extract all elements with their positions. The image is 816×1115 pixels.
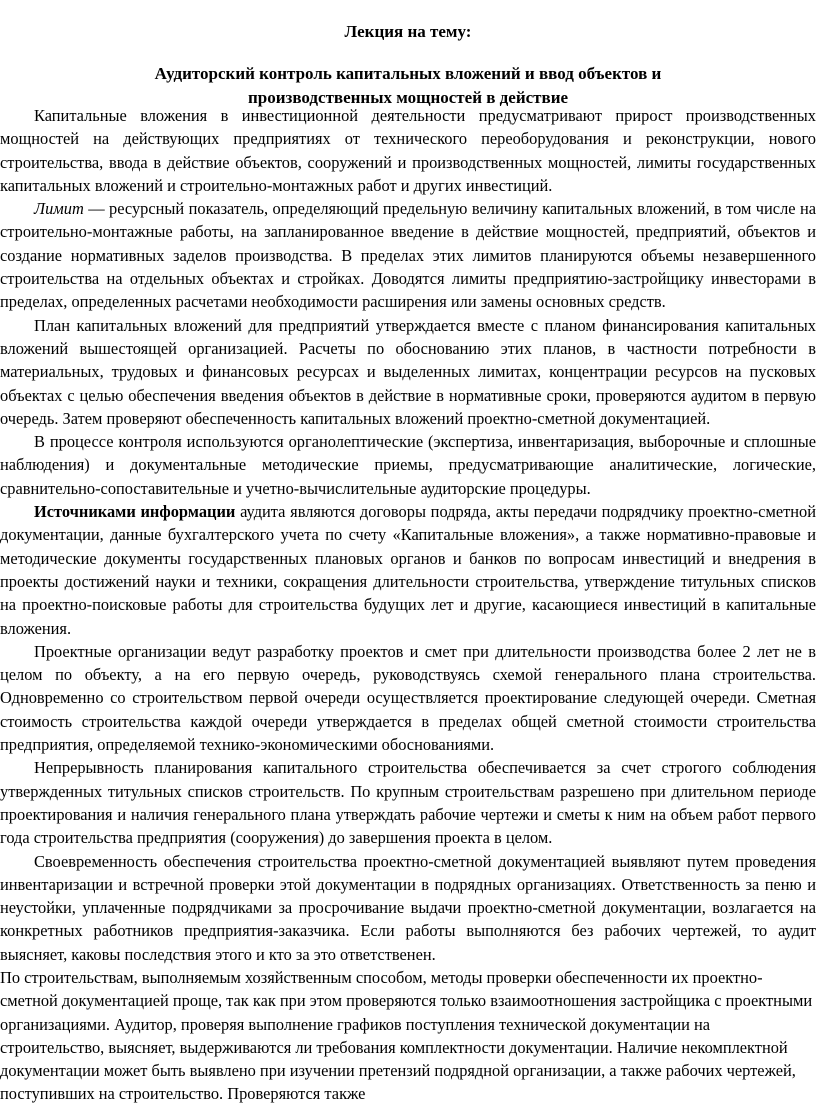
paragraph-9: По строительствам, выполняемым хозяйственным способом, методы проверки обеспеченности их проектно-сметной документацией проще, так как при этом проверяются только взаимоотношения застройщика с проектными организациями. Аудитор, проверяя выполнение графиков поступления технической документации на строительство, выясняет, выдерживаются ли требования комплектности документации. Наличие некомплектной документации может быть выявлено при изучении претензий подрядной организации, а также рабочих чертежей, поступивших на строительство. Проверяются также <box>0 967 813 1104</box>
paragraph-4: В процессе контроля используются органолептические (экспертиза, инвентаризация, выборочные и сплошные наблюдения) и документальные методические приемы, предусматривающие аналитические, логические, сравнительно-сопоставительные и учетно-вычислительные аудиторские процедуры. <box>0 432 816 498</box>
lecture-title: Аудиторский контроль капитальных вложений и ввод объектов и производственных мощностей в действие <box>154 64 662 107</box>
paragraph-3: План капитальных вложений для предприятий утверждается вместе с планом финансирования капитальных вложений вышестоящей организацией. Расчеты по обоснованию этих планов, в частности потребности в материальных, трудовых и финансовых ресурсах и выделенных лимитах, концентрации ресурсов на пусковых объектах с целью обеспечения введения объектов в действие в нормативные сроки, проверяются аудитом в первую очередь. Затем проверяют обеспеченность капитальных вложений проектно-сметной документацией. <box>0 315 816 428</box>
paragraph-2 <box>0 197 816 313</box>
paragraph-6: Проектные организации ведут разработку проектов и смет при длительности производства более 2 лет не в целом по объекту, а на его первую очередь, руководствуясь схемой генерального плана строительства. Одновременно со строительством первой очереди осуществляется проектирование следующей очереди. Сметная стоимость строительства каждой очереди утверждается в пределах общей сметной стоимости строительства предприятия, определяемой технико-экономическими обоснованиями. <box>0 641 816 755</box>
paragraph-8: Своевременность обеспечения строительства проектно-сметной документацией выявляют путем проведения инвентаризации и встречной проверки этой документации в подрядных организациях. Ответственность за пеню и неустойки, уплаченные подрядчиками за просрочивание выдачи проектно-сметной документации, возлагается на конкретных работников предприятия-заказчика. Если работы выполняются без рабочих чертежей, то аудит выясняет, каковы последствия этого и кто за это ответственен. <box>0 851 816 964</box>
paragraph-7: Непрерывность планирования капитального строительства обеспечивается за счет строгого соблюдения утвержденных титульных списков строительств. По крупным строительствам разрешено при длительном периоде проектирования и наличия генерального плана утверждать рабочие чертежи и сметы к ним на объем работ первого года строительства предприятия (сооружения) до завершения проекта в целом. <box>0 758 816 848</box>
term-sources: Источниками информации <box>34 502 236 522</box>
lecture-heading: Лекция на тему: <box>344 22 472 41</box>
document-body <box>0 104 816 1106</box>
paragraph-1: Капитальные вложения в инвестиционной деятельности предусматривают прирост производственных мощностей на действующих предприятиях от технического переоборудования и реконструкции, нового строительства, ввода в действие объектов, сооружений и производственных мощностей, лимиты государственных капитальных вложений и строительно-монтажных работ и других инвестиций. <box>0 106 816 195</box>
paragraph-5 <box>0 500 816 640</box>
paragraph-2-text: — ресурсный показатель, определяющий предельную величину капитальных вложений, в том числе на строительно-монтажные работы, на запланированное введение в действие мощностей, предприятий, объектов и создание нормативных заделов производства. В пределах этих лимитов планируются объемы незавершенного строительства на отдельных объектах и стройках. Доводятся лимиты предприятию-застройщику инвесторами в пределах, определенных расчетами необходимости расширения или замены основных средств. <box>0 199 816 312</box>
term-limit: Лимит <box>34 199 84 219</box>
paragraph-5-text: аудита являются договоры подряда, акты передачи подрядчику проектно-сметной документации, данные бухгалтерского учета по счету «Капитальные вложения», а также нормативно-правовые и методические документы государственных плановых органов и банков по вопросам инвестиций и внедрения в проекты достижений науки и техники, сокращения длительности строительства, утверждение титульных списков на проектно-поисковые работы для строительства будущих лет и другие, касающиеся инвестиций в капитальные вложения. <box>0 502 816 638</box>
